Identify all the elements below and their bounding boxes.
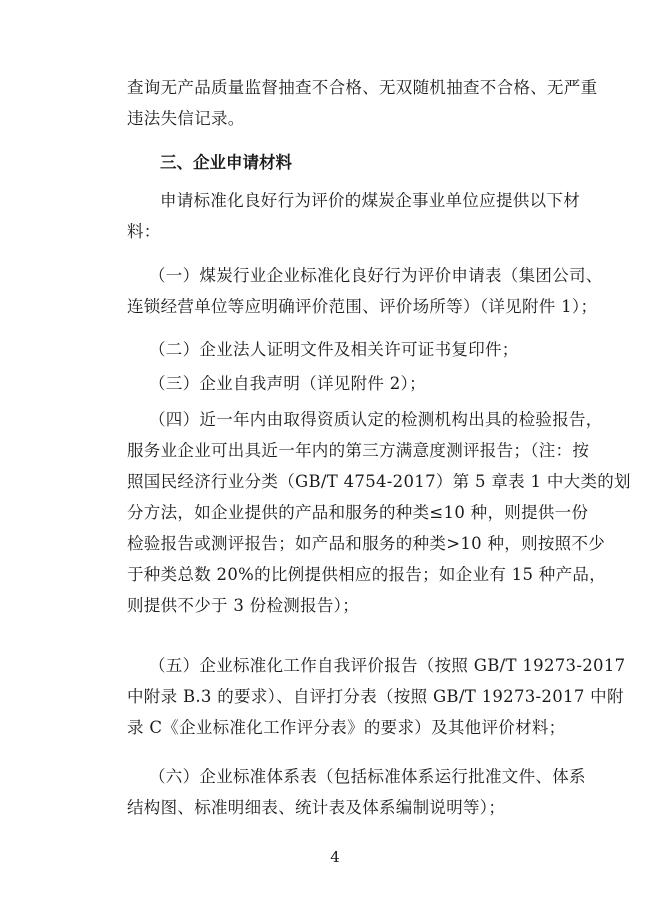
text-line: 申请标准化良好行为评价的煤炭企事业单位应提供以下材 (160, 191, 580, 210)
text-line: 于种类总数 20%的比例提供相应的报告；如企业有 15 种产品， (127, 565, 607, 584)
text-line: 分方法，如企业提供的产品和服务的种类≤10 种，则提供一份 (127, 503, 589, 522)
section-heading: 三、企业申请材料 (160, 153, 292, 172)
text-line: 查询无产品质量监督抽查不合格、无双随机抽查不合格、无严重 (127, 78, 598, 97)
paragraph-intro-continuation (127, 72, 598, 134)
text-line: 照国民经济行业分类（GB/T 4754-2017）第 5 章表 1 中大类的划 (127, 472, 631, 491)
text-line: 则提供不少于 3 份检测报告）； (127, 596, 360, 615)
paragraph-lead (127, 185, 582, 247)
list-item-3 (127, 368, 582, 399)
list-item-6 (127, 761, 586, 823)
text-line: 检验报告或测评报告；如产品和服务的种类>10 种，则按照不少 (127, 534, 606, 553)
list-item-1 (127, 260, 603, 322)
text-line: （五）企业标准化工作自我评价报告（按照 GB/T 19273-2017 (149, 656, 626, 675)
text-line: 料： (127, 222, 161, 241)
text-line: 录 C《企业标准化工作评分表》的要求）及其他评价材料； (127, 718, 566, 737)
text-line: （四）近一年内由取得资质认定的检测机构出具的检验报告， (149, 410, 603, 429)
text-line: 违法失信记录。 (127, 109, 245, 128)
text-line: （三）企业自我声明（详见附件 2）； (149, 374, 426, 393)
text-line: （一）煤炭行业企业标准化良好行为评价申请表（集团公司、 (149, 266, 603, 285)
list-item-5 (127, 650, 626, 743)
text-line: 中附录 B.3 的要求）、自评打分表（按照 GB/T 19273-2017 中附 (127, 687, 624, 706)
text-line: （六）企业标准体系表（包括标准体系运行批准文件、体系 (149, 767, 586, 786)
list-item-2 (127, 334, 582, 365)
list-item-4 (127, 404, 631, 621)
page-number: 4 (330, 848, 340, 866)
text-line: 结构图、标准明细表、统计表及体系编制说明等）； (127, 798, 506, 817)
text-line: 服务业企业可出具近一年内的第三方满意度测评报告；（注：按 (127, 441, 590, 460)
text-line: 连锁经营单位等应明确评价范围、评价场所等）（详见附件 1）； (127, 297, 598, 316)
text-line: （二）企业法人证明文件及相关许可证书复印件； (149, 340, 519, 359)
